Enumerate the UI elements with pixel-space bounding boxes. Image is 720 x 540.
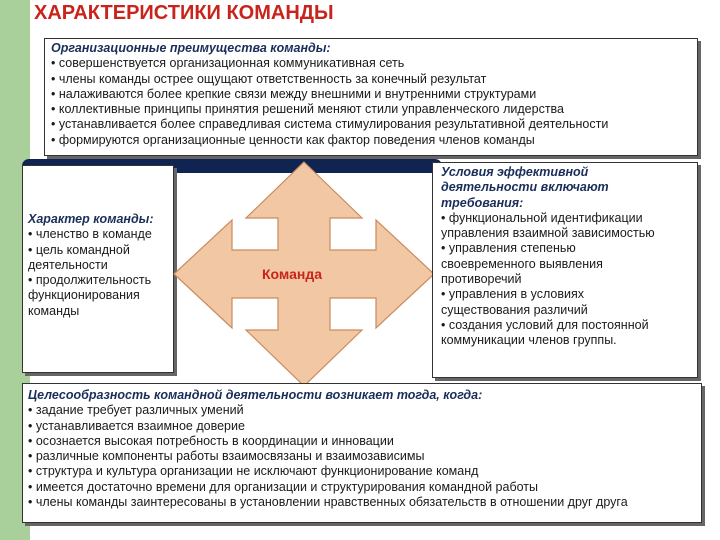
expediency-list (28, 403, 697, 510)
team-character-box (22, 165, 174, 373)
condition-item: противоречий (441, 272, 522, 287)
conditions-box (432, 162, 698, 378)
team-character-item: команды (28, 303, 80, 318)
expediency-item: • структура и культура организации не исключают функционирование команд (28, 464, 479, 479)
team-character-list (28, 227, 169, 319)
conditions-heading (441, 165, 693, 211)
org-advantages-heading: Организационные преимущества команды: (51, 41, 331, 55)
org-advantage-item: • совершенствуется организационная коммуникативная сеть (51, 56, 405, 71)
expediency-box (22, 383, 702, 523)
expediency-item: • имеется достаточно времени для организации и структурирования командной работы (28, 479, 538, 494)
org-advantages-list (51, 56, 691, 148)
condition-item: • функциональной идентификации (441, 210, 643, 225)
team-center-label: Команда (262, 266, 322, 282)
expediency-item: • осознается высокая потребность в координации и инновации (28, 433, 394, 448)
team-character-item: • членство в команде (28, 227, 152, 242)
condition-item: коммуникации членов группы. (441, 333, 617, 348)
expediency-heading: Целесообразность командной деятельности возникает тогда, когда: (28, 388, 483, 402)
conditions-heading-line: требования: (441, 195, 524, 210)
expediency-item: • задание требует различных умений (28, 403, 244, 418)
conditions-heading-line: Условия эффективной (441, 165, 589, 179)
team-character-item: • цель командной (28, 242, 130, 257)
condition-item: • управления степенью (441, 241, 576, 256)
team-character-item: • продолжительность (28, 273, 152, 288)
expediency-item: • члены команды заинтересованы в установлении нравственных обязательств в отношении друг друга (28, 495, 628, 510)
expediency-item: • различные компоненты работы взаимосвязаны и взаимозависимы (28, 449, 425, 464)
page-title: ХАРАКТЕРИСТИКИ КОМАНДЫ (34, 2, 334, 24)
team-character-item: деятельности (28, 257, 108, 272)
org-advantage-item: • устанавливается более справедливая система стимулирования результативной деятельности (51, 117, 609, 132)
org-advantages-box (44, 38, 698, 156)
condition-item: существования различий (441, 302, 588, 317)
org-advantage-item: • коллективные принципы принятия решений меняют стили управленческого лидерства (51, 102, 565, 117)
expediency-item: • устанавливается взаимное доверие (28, 418, 245, 433)
condition-item: управления взаимной зависимостью (441, 226, 655, 241)
condition-item: • управления в условиях (441, 287, 584, 302)
org-advantage-item: • формируются организационные ценности как фактор поведения членов команды (51, 132, 535, 147)
condition-item: • создания условий для постоянной (441, 317, 649, 332)
team-character-heading: Характер команды: (28, 212, 154, 226)
conditions-heading-line: деятельности включают (441, 180, 609, 195)
org-advantage-item: • члены команды острее ощущают ответственность за конечный результат (51, 71, 487, 86)
conditions-list (441, 211, 693, 349)
org-advantage-item: • налаживаются более крепкие связи между внешними и внутренними структурами (51, 86, 537, 101)
team-character-item: функционирования (28, 288, 140, 303)
condition-item: своевременного выявления (441, 256, 603, 271)
